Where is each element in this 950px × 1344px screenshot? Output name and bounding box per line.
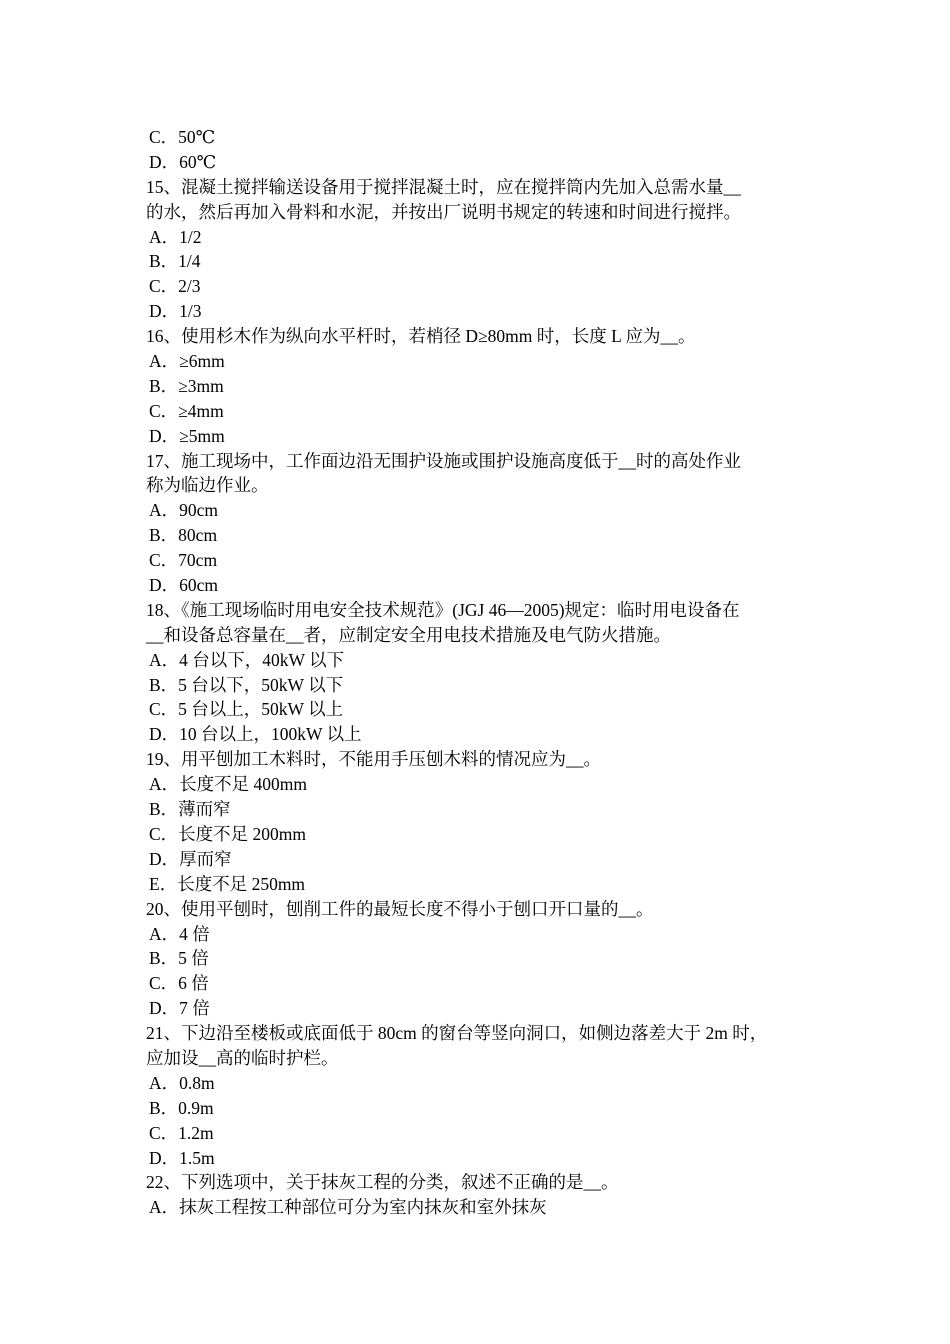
question-text-line: __和设备总容量在__者，应制定安全用电技术措施及电气防火措施。 xyxy=(146,624,671,645)
answer-option-line: C．≥4mm xyxy=(149,400,224,421)
answer-option-line: C．5 台以上，50kW 以上 xyxy=(149,699,344,720)
question-text-line: 20、使用平刨时，刨削工件的最短长度不得小于刨口开口量的__。 xyxy=(146,898,654,919)
answer-option-line: B．薄而窄 xyxy=(149,799,231,820)
answer-option-line: B．1/4 xyxy=(149,251,201,272)
question-text-line: 22、下列选项中，关于抹灰工程的分类，叙述不正确的是__。 xyxy=(146,1172,619,1193)
answer-option-line: A．0.8m xyxy=(149,1072,215,1093)
question-text-line: 应加设__高的临时护栏。 xyxy=(146,1047,339,1068)
answer-option-line: A．≥6mm xyxy=(149,351,225,372)
answer-option-line: A．1/2 xyxy=(149,226,202,247)
answer-option-line: C．长度不足 200mm xyxy=(149,823,307,844)
question-text-line: 15、混凝土搅拌输送设备用于搅拌混凝土时，应在搅拌筒内先加入总需水量__ xyxy=(146,176,741,197)
answer-option-line: D．1.5m xyxy=(149,1147,215,1168)
answer-option-line: B．5 台以下，50kW 以下 xyxy=(149,674,344,695)
answer-option-line: C．1.2m xyxy=(149,1122,214,1143)
answer-option-line: D．厚而窄 xyxy=(149,848,232,869)
answer-option-line: A．长度不足 400mm xyxy=(149,774,307,795)
answer-option-line: D．≥5mm xyxy=(149,425,225,446)
question-text-line: 17、施工现场中，工作面边沿无围护设施或围护设施高度低于__时的高处作业 xyxy=(146,450,741,471)
answer-option-line: C．70cm xyxy=(149,550,218,571)
answer-option-line: D．1/3 xyxy=(149,301,202,322)
answer-option-line: A．4 台以下，40kW 以下 xyxy=(149,649,345,670)
question-text-line: 的水，然后再加入骨料和水泥，并按出厂说明书规定的转速和时间进行搅拌。 xyxy=(146,201,741,222)
question-text-line: 称为临边作业。 xyxy=(146,475,269,496)
answer-option-line: B．5 倍 xyxy=(149,948,209,969)
answer-option-line: A．90cm xyxy=(149,500,219,521)
answer-option-line: B．0.9m xyxy=(149,1097,214,1118)
question-text-line: 18、《施工现场临时用电安全技术规范》(JGJ 46—2005)规定：临时用电设备在 xyxy=(146,599,740,620)
answer-option-line: D．7 倍 xyxy=(149,998,210,1019)
question-text-line: 19、用平刨加工木料时，不能用手压刨木料的情况应为__。 xyxy=(146,749,601,770)
answer-option-line: C．50℃ xyxy=(149,127,216,147)
answer-option-line: A．4 倍 xyxy=(149,923,210,944)
answer-option-line: B．≥3mm xyxy=(149,375,224,396)
answer-option-line: E．长度不足 250mm xyxy=(149,873,306,894)
answer-option-line: D．60℃ xyxy=(149,151,217,172)
answer-option-line: D．10 台以上，100kW 以上 xyxy=(149,724,362,745)
answer-option-line: B．80cm xyxy=(149,525,218,546)
document-body xyxy=(146,125,822,1220)
question-text-line: 21、下边沿至楼板或底面低于 80cm 的窗台等竖向洞口，如侧边落差大于 2m 时， xyxy=(146,1023,768,1044)
answer-option-line: D．60cm xyxy=(149,575,219,596)
answer-option-line: C．2/3 xyxy=(149,276,201,297)
question-text-line: 16、使用杉木作为纵向水平杆时，若梢径 D≥80mm 时，长度 L 应为__。 xyxy=(146,326,696,347)
answer-option-line: C．6 倍 xyxy=(149,973,209,994)
answer-option-line: A．抹灰工程按工种部位可分为室内抹灰和室外抹灰 xyxy=(149,1197,547,1218)
